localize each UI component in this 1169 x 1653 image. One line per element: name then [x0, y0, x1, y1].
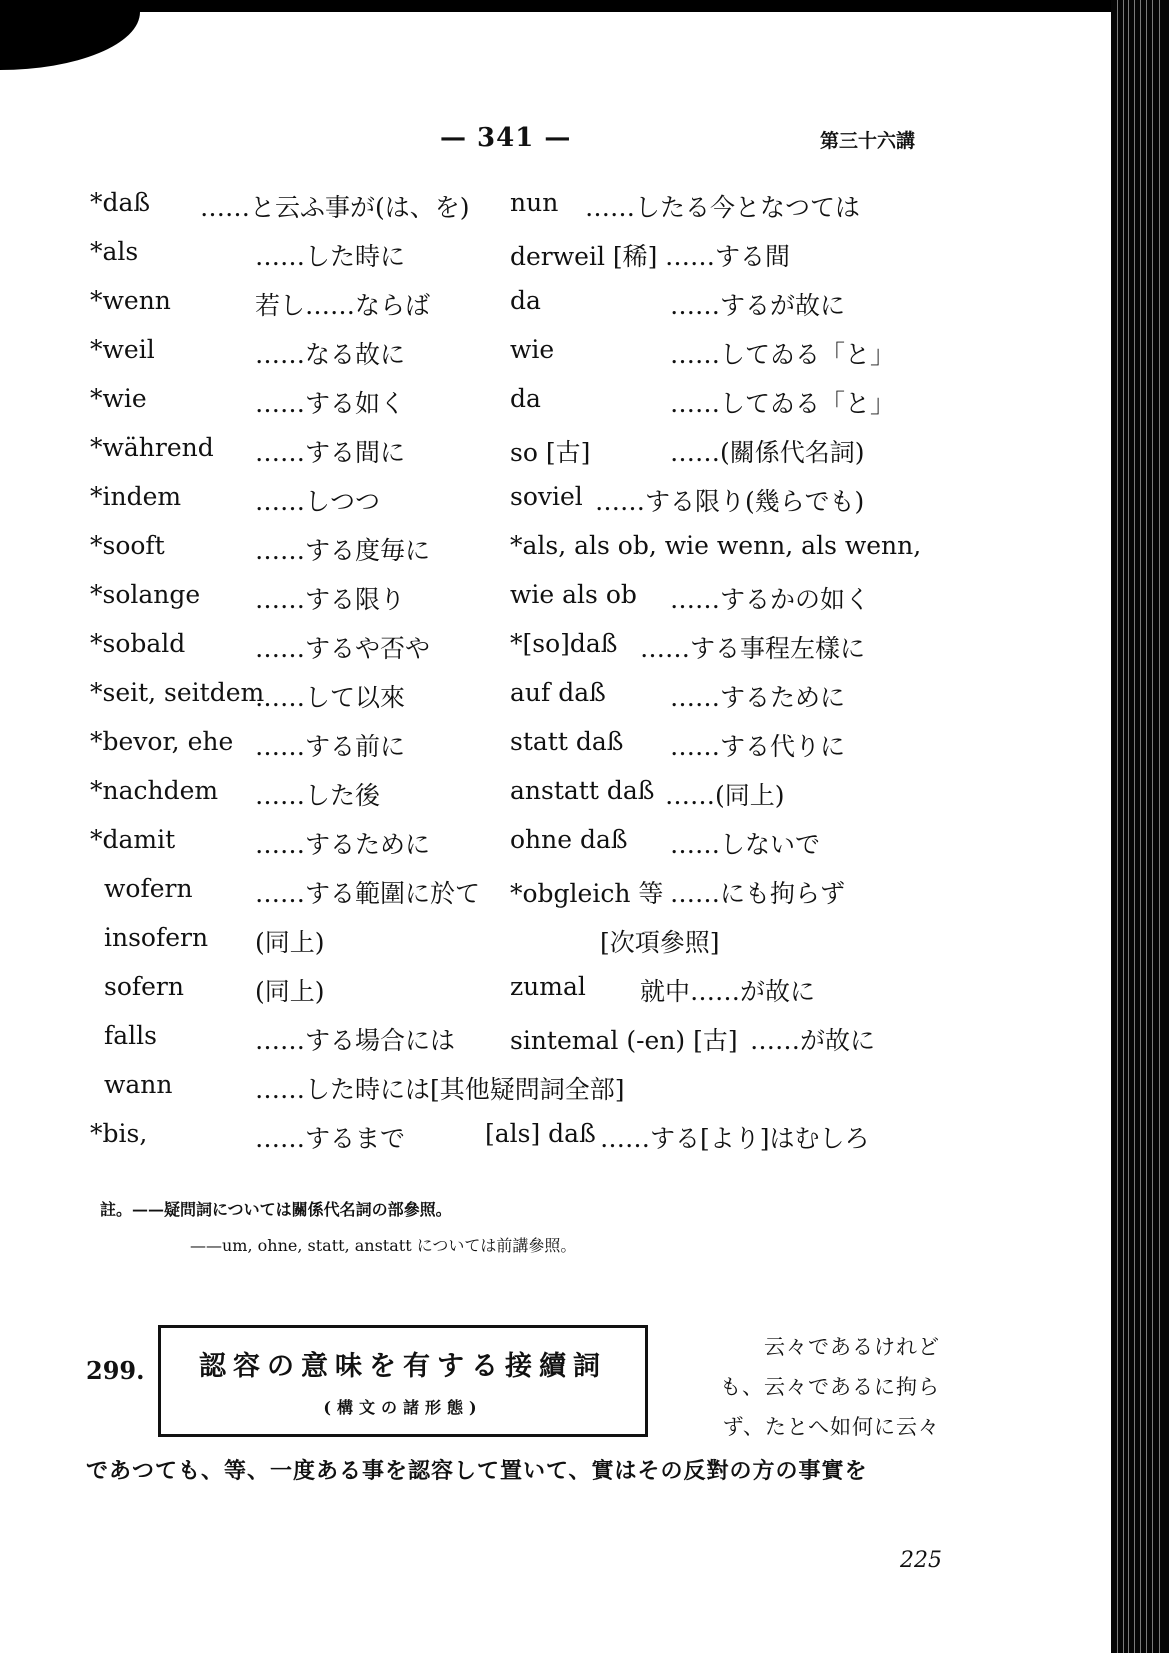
table-row: *sooft ……する度毎に *als, als ob, wie wenn, als wenn, [90, 531, 922, 565]
side-paragraph [680, 1327, 940, 1447]
footer-page-number: 225 [900, 1548, 942, 1573]
table-row: falls ……する場合には sintemal (-en) [古] ……が故に [104, 1021, 876, 1055]
table-row: sofern (同上) zumal 就中……が故に [104, 972, 816, 1006]
table-row: *indem ……しつつ soviel ……する限り(幾らでも) [90, 482, 865, 516]
section-heading-title: 認容の意味を有する接續詞 [199, 1351, 607, 1382]
section-heading-subtitle: (構文の諸形態) [323, 1398, 483, 1417]
table-row: *seit, seitdem ……して以來 auf daß ……するために [90, 678, 846, 712]
table-row: *sobald ……するや否や *[so]daß ……する事程左樣に [90, 629, 866, 663]
scan-border-top [0, 0, 1169, 12]
table-row: *daß ……と云ふ事が(は、を) nun ……したる今となつては [90, 188, 861, 222]
table-row: *wenn 若し……ならば da ……するが故に [90, 286, 846, 320]
book-page-edges [1111, 0, 1169, 1653]
table-row: *solange ……する限り wie als ob ……するかの如く [90, 580, 871, 614]
page-header-number: — 341 — [440, 123, 572, 153]
paragraph-line: であつても、等、一度ある事を認容して置いて、實はその反對の方の事實を [86, 1458, 868, 1484]
table-row: *bis, ……するまで [als] daß ……する[より]はむしろ [90, 1119, 870, 1153]
table-row: insofern (同上) [次項參照] [104, 923, 720, 957]
table-row: *weil ……なる故に wie ……してゐる「と」 [90, 335, 896, 369]
table-row: *damit ……するために ohne daß ……しないで [90, 825, 821, 859]
paragraph-line: 云々であるけれど [764, 1335, 940, 1359]
note-line: 註。——疑問詞については關係代名詞の部參照。 [100, 1200, 452, 1219]
table-row: wofern ……する範圍に於て *obgleich 等 ……にも拘らず [104, 874, 846, 908]
table-row: *nachdem ……した後 anstatt daß ……(同上) [90, 776, 785, 810]
scan-border-corner [0, 0, 140, 70]
note-line: ——um, ohne, statt, anstatt については前講參照。 [190, 1236, 577, 1255]
paragraph-line: も、云々であるに拘ら [720, 1375, 940, 1399]
table-row: *bevor, ehe ……する前に statt daß ……する代りに [90, 727, 846, 761]
section-title: 第三十六講 [820, 130, 916, 152]
paragraph-line: ず、たとへ如何に云々 [722, 1415, 940, 1439]
table-row: *als ……した時に derweil [稀] ……する間 [90, 237, 791, 271]
table-row: wann ……した時には[其他疑問詞全部] [104, 1070, 625, 1104]
section-heading-box [158, 1325, 648, 1437]
section-number: 299. [86, 1356, 145, 1385]
table-row: *wie ……する如く da ……してゐる「と」 [90, 384, 896, 418]
notes [100, 1197, 576, 1269]
table-row: *während ……する間に so [古] ……(關係代名詞) [90, 433, 865, 467]
